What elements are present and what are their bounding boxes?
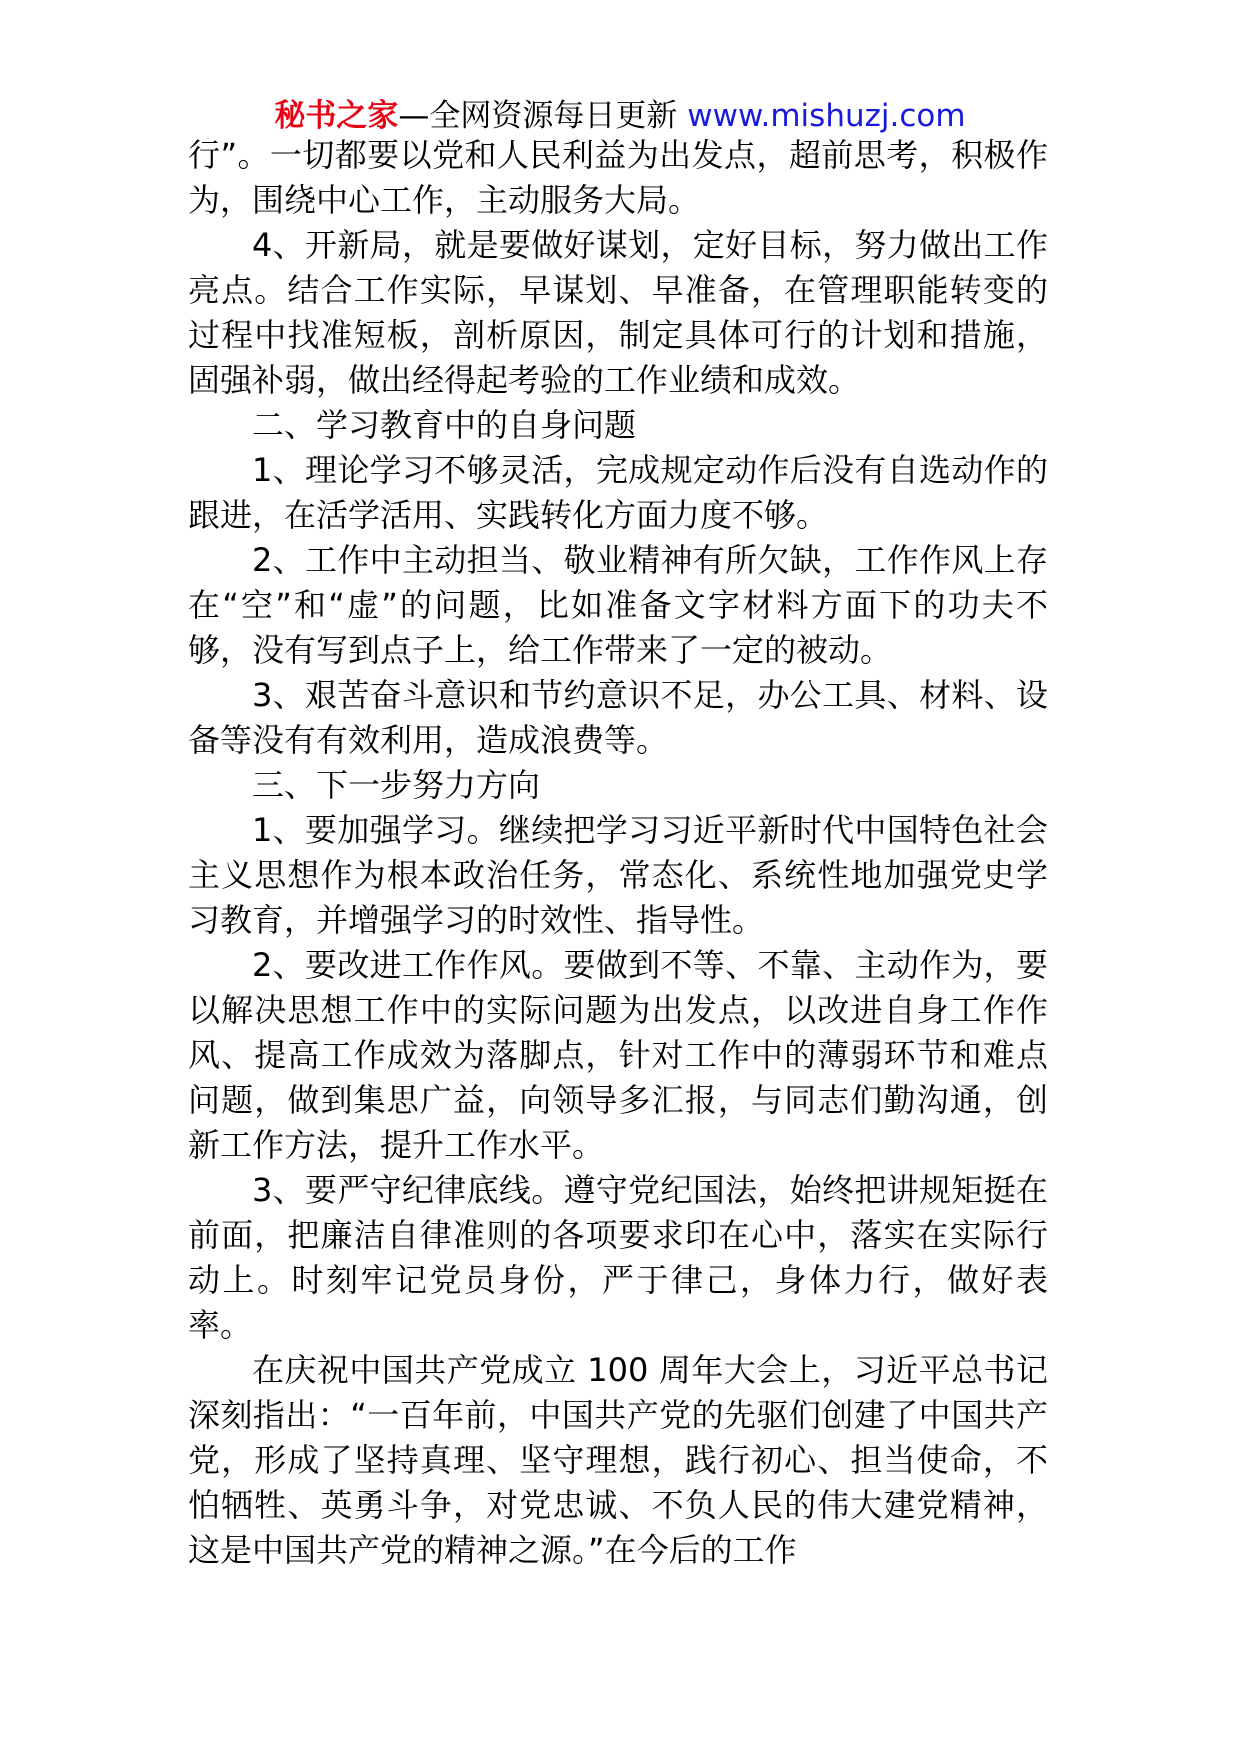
direction-item-3: 3、要严守纪律底线。遵守党纪国法，始终把讲规矩挺在前面，把廉洁自律准则的各项要求印在心中，落实在实际行动上。时刻牢记党员身份，严于律己，身体力行，做好表率。: [188, 1171, 1048, 1344]
problem-item-2: 2、工作中主动担当、敬业精神有所欠缺，工作作风上存在“空”和“虚”的问题，比如准备文字材料方面下的功夫不够，没有写到点子上，给工作带来了一定的被动。: [188, 541, 1048, 669]
site-header: [0, 96, 1240, 136]
problem-item-3: 3、艰苦奋斗意识和节约意识不足，办公工具、材料、设备等没有有效利用，造成浪费等。: [188, 676, 1048, 759]
brand-name: 秘书之家: [274, 98, 399, 134]
paragraph-continuation: 行”。一切都要以党和人民利益为出发点，超前思考，积极作为，围绕中心工作，主动服务大局。: [188, 136, 1048, 219]
header-tagline: —全网资源每日更新: [398, 98, 688, 134]
section-heading-3: 三、下一步努力方向: [252, 766, 541, 804]
closing-paragraph: 在庆祝中国共产党成立 100 周年大会上，习近平总书记深刻指出：“一百年前，中国共产党的先驱们创建了中国共产党，形成了坚持真理、坚守理想，践行初心、担当使命，不怕牺牲、英勇斗争，对党忠诚、不负人民的伟大建党精神，这是中国共产党的精神之源。”在今后的工作: [188, 1351, 1048, 1569]
site-url-link[interactable]: www.mishuzj.com: [687, 98, 966, 134]
section-heading-2: 二、学习教育中的自身问题: [252, 406, 637, 444]
paragraph-item-4-new-situation: 4、开新局，就是要做好谋划，定好目标，努力做出工作亮点。结合工作实际，早谋划、早准备，在管理职能转变的过程中找准短板，剖析原因，制定具体可行的计划和措施，固强补弱，做出经得起考验的工作业绩和成效。: [188, 226, 1048, 399]
problem-item-1: 1、理论学习不够灵活，完成规定动作后没有自选动作的跟进，在活学活用、实践转化方面力度不够。: [188, 451, 1048, 534]
direction-item-1: 1、要加强学习。继续把学习习近平新时代中国特色社会主义思想作为根本政治任务，常态化、系统性地加强党史学习教育，并增强学习的时效性、指导性。: [188, 811, 1048, 939]
direction-item-2: 2、要改进工作作风。要做到不等、不靠、主动作为，要以解决思想工作中的实际问题为出发点，以改进自身工作作风、提高工作成效为落脚点，针对工作中的薄弱环节和难点问题，做到集思广益，向领导多汇报，与同志们勤沟通，创新工作方法，提升工作水平。: [188, 946, 1048, 1164]
document-body: [188, 133, 1048, 1573]
